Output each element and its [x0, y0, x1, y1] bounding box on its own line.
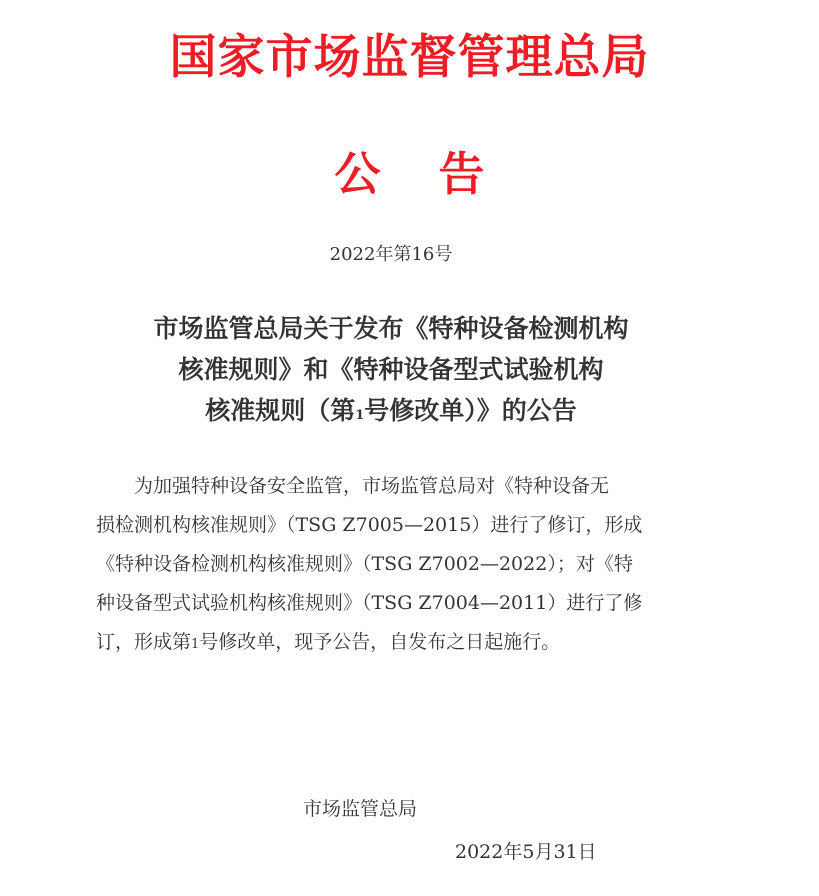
- signature-date: 2022年5月31日: [455, 841, 597, 863]
- body-line-1: 为加强特种设备安全监管，市场监管总局对《特种设备无: [134, 475, 610, 497]
- title-line-2: 核准规则》和《特种设备型式试验机构: [178, 355, 604, 384]
- title-line-3: [0, 390, 782, 436]
- document-type-heading: [0, 144, 819, 204]
- body-line-2: 损检测机构核准规则》（TSG Z7005—2015）进行了修订，形成: [96, 514, 643, 536]
- title-line-3-part-2: 号修改单）》的公告: [364, 396, 577, 425]
- body-line-3: 《特种设备检测机构核准规则》（TSG Z7002—2022）；对《特: [96, 553, 633, 575]
- title-line-1: 市场监管总局关于发布《特种设备检测机构: [153, 314, 629, 343]
- document-type-char-2: 告: [438, 147, 485, 201]
- document-title: [0, 308, 782, 436]
- issuing-organization-header: 国家市场监督管理总局: [169, 30, 650, 85]
- body-line-5: [96, 623, 696, 664]
- body-line-4: 种设备型式试验机构核准规则》（TSG Z7004—2011）进行了修: [96, 592, 643, 614]
- document-body: [96, 467, 696, 664]
- body-line-5-part-1: 订，形成第: [96, 631, 192, 653]
- body-line-5-number: 1: [191, 637, 200, 652]
- signature-organization: 市场监管总局: [303, 798, 418, 820]
- body-line-5-part-2: 号修改单，现予公告，自发布之日起施行。: [199, 631, 561, 653]
- document-type-char-1: 公: [334, 147, 381, 201]
- title-line-3-number: 1: [355, 408, 365, 423]
- title-line-3-part-1: 核准规则（第: [205, 396, 356, 425]
- document-number: 2022年第16号: [329, 244, 453, 265]
